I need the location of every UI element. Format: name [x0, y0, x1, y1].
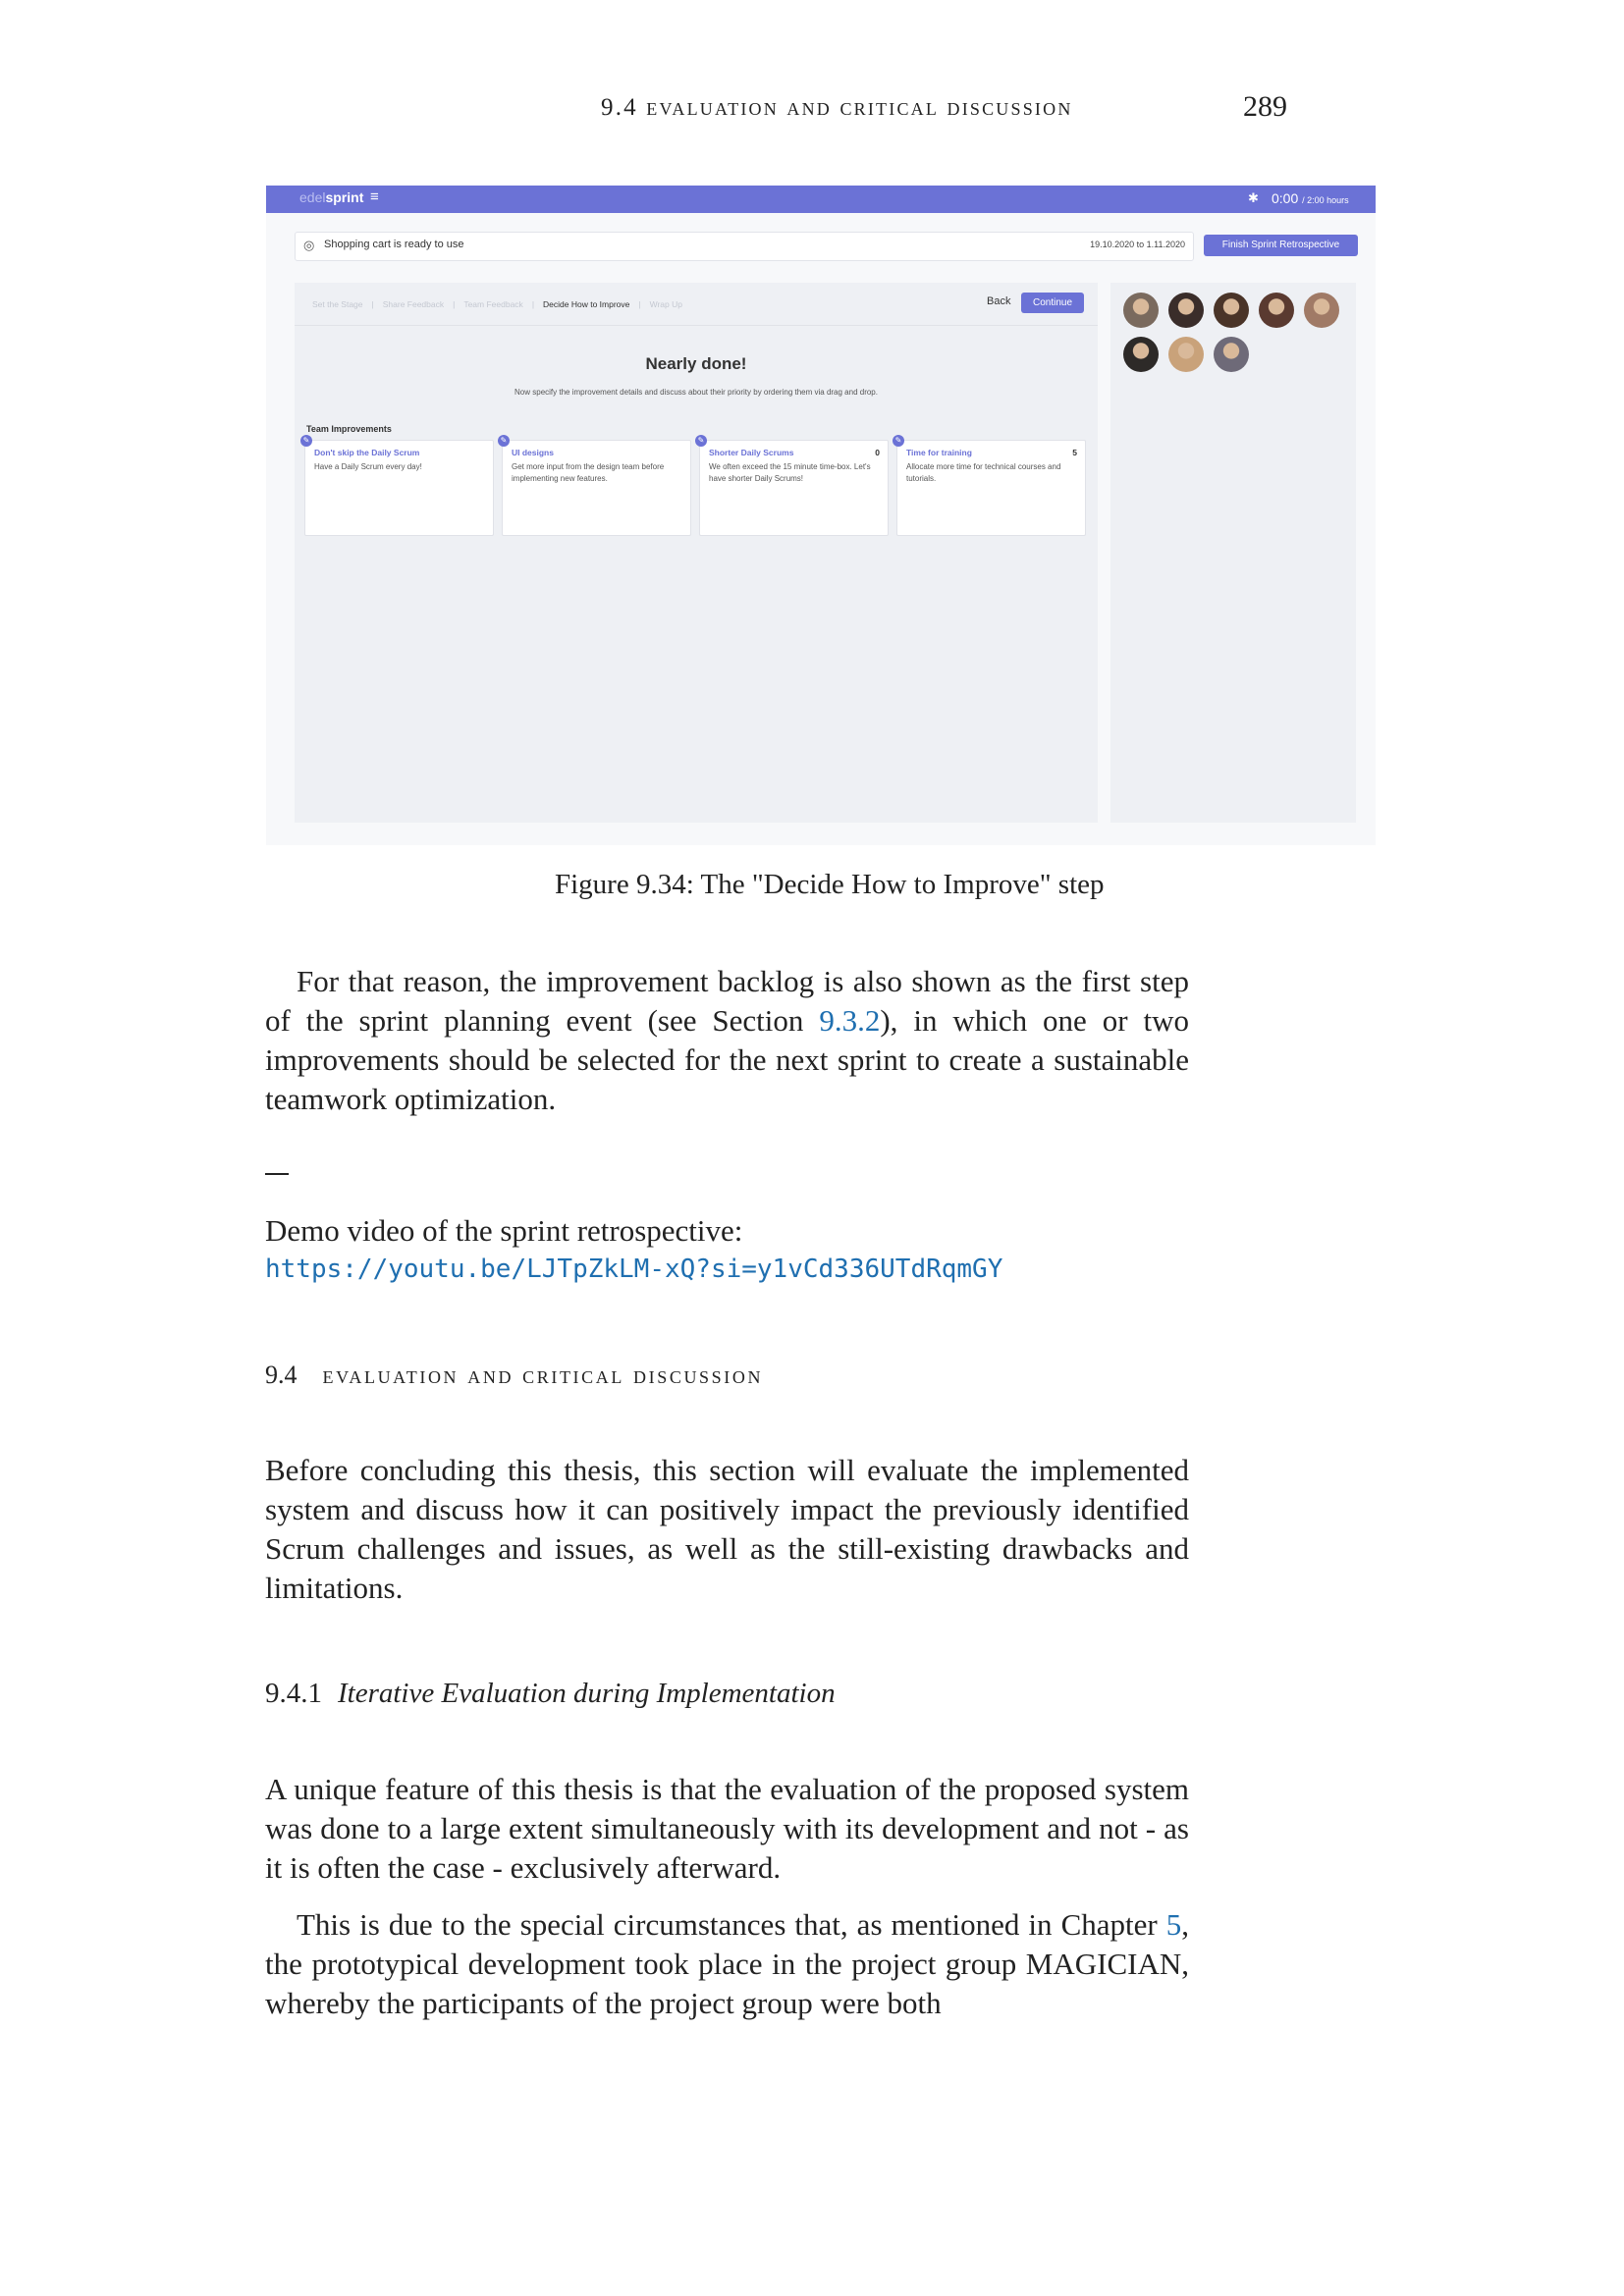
avatar	[1168, 337, 1204, 372]
card-title: Time for training	[906, 448, 972, 457]
hamburger-icon: ≡	[370, 188, 379, 205]
card-title: Don't skip the Daily Scrum	[314, 448, 420, 457]
app-screenshot	[266, 186, 1376, 845]
paragraph: This is due to the special circumstances that, as mentioned in Chapter 5, the prototypical development took place in the project group MAGICIAN, whereby the participants of the project group were both	[265, 1907, 1189, 2020]
chapter-link[interactable]: 5	[1165, 1907, 1182, 1942]
card-votes: 5	[1072, 448, 1077, 457]
subsection-heading: 9.4.1 Iterative Evaluation during Implementation	[265, 1678, 836, 1709]
back-button: Back	[987, 295, 1011, 307]
step-separator: |	[453, 299, 456, 309]
avatar	[1123, 337, 1159, 372]
improvement-card	[302, 436, 494, 536]
app-topbar	[266, 186, 1376, 213]
running-header: 9.4 evaluation and critical discussion	[601, 94, 1073, 121]
step-separator: |	[638, 299, 641, 309]
demo-label: Demo video of the sprint retrospective:	[265, 1213, 743, 1248]
sprint-dates: 19.10.2020 to 1.11.2020	[1090, 240, 1185, 249]
edit-icon: ✎	[498, 435, 510, 447]
demo-video-link[interactable]: https://youtu.be/LJTpZkLM-xQ?si=y1vCd336UTdRqmGY	[265, 1255, 1003, 1284]
separator-rule	[265, 1173, 289, 1175]
card-votes: 0	[875, 448, 880, 457]
card-description: Have a Daily Scrum every day!	[314, 462, 422, 471]
section-heading: 9.4 evaluation and critical discussion	[265, 1361, 764, 1389]
figure-caption: Figure 9.34: The "Decide How to Improve" step	[555, 869, 1105, 900]
step-instruction: Now specify the improvement details and discuss about their priority by ordering them via drag and drop.	[514, 388, 878, 397]
paragraph: Before concluding this thesis, this section will evaluate the implemented system and discuss how it can positively impact the previously identified Scrum challenges and issues, as well as the still-existing drawbacks and limitations.	[265, 1453, 1189, 1605]
step-separator: |	[531, 299, 535, 309]
sprint-goal-bar	[295, 232, 1194, 261]
divider	[295, 325, 1098, 326]
improvement-card	[894, 436, 1086, 536]
step-heading: Nearly done!	[645, 354, 747, 373]
edit-icon: ✎	[695, 435, 707, 447]
paragraph: For that reason, the improvement backlog is also shown as the first step of the sprint planning event (see Section 9.3.2), in which one or two improvements should be selected for the next sprint to create a sustainable teamwork optimization.	[265, 964, 1189, 1116]
team-improvements-label: Team Improvements	[306, 424, 392, 434]
continue-button: Continue	[1021, 293, 1084, 313]
card-title: Shorter Daily Scrums	[709, 448, 794, 457]
edit-icon: ✎	[300, 435, 312, 447]
avatar	[1123, 293, 1159, 328]
step-item: Wrap Up	[649, 299, 682, 309]
card-title: UI designs	[512, 448, 554, 457]
retrospective-main-panel	[295, 283, 1098, 823]
avatar	[1304, 293, 1339, 328]
card-description: Allocate more time for technical courses and tutorials.	[906, 462, 1061, 483]
improvement-card	[500, 436, 691, 536]
card-description: Get more input from the design team before implementing new features.	[512, 462, 665, 483]
avatar	[1214, 293, 1249, 328]
step-separator: |	[371, 299, 374, 309]
step-item: Team Feedback	[463, 299, 523, 309]
step-breadcrumb	[312, 299, 682, 309]
step-item: Set the Stage	[312, 299, 363, 309]
target-icon: ◎	[303, 238, 315, 252]
sprint-goal-text: Shopping cart is ready to use	[324, 239, 464, 250]
improvement-card	[697, 436, 889, 536]
edit-icon: ✎	[893, 435, 904, 447]
app-logo: edelsprint	[299, 189, 364, 205]
avatar	[1259, 293, 1294, 328]
timer: 0:00 / 2:00 hours	[1272, 190, 1349, 206]
gear-icon: ✱	[1248, 190, 1259, 205]
step-item: Share Feedback	[382, 299, 445, 309]
participants-panel	[1110, 283, 1356, 823]
step-item: Decide How to Improve	[543, 299, 630, 309]
card-description: We often exceed the 15 minute time-box. Let's have shorter Daily Scrums!	[709, 462, 871, 483]
section-link[interactable]: 9.3.2	[819, 1003, 881, 1038]
avatar	[1168, 293, 1204, 328]
finish-retrospective-button: Finish Sprint Retrospective	[1204, 235, 1358, 256]
paragraph: A unique feature of this thesis is that the evaluation of the proposed system was done to a large extent simultaneously with its development and not - as it is often the case - exclusively afterward.	[265, 1772, 1189, 1885]
page-number: 289	[1243, 90, 1287, 123]
avatar	[1214, 337, 1249, 372]
